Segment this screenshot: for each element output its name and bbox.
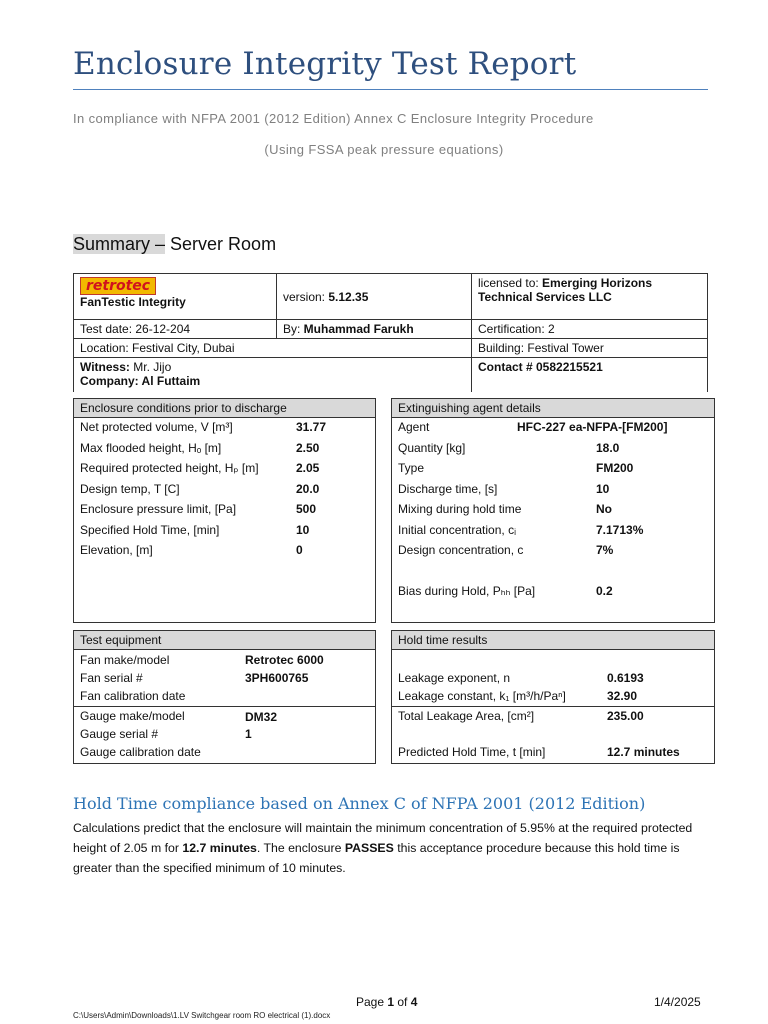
product-name: FanTestic Integrity <box>80 295 186 309</box>
results-value: 235.00 <box>607 709 644 723</box>
agent-row: Mixing during hold time <box>398 502 522 516</box>
footer-date: 1/4/2025 <box>654 995 701 1009</box>
page-prefix: Page <box>356 995 388 1009</box>
results-heading: Hold time results <box>392 631 714 650</box>
certification: Certification: 2 <box>472 320 708 339</box>
agent-value: 0.2 <box>596 584 613 598</box>
compliance-paragraph <box>73 818 713 878</box>
building: Building: Festival Tower <box>472 339 708 358</box>
report-title: Enclosure Integrity Test Report <box>73 46 577 82</box>
footer-file-path: C:\Users\Admin\Downloads\1.LV Switchgear room RO electrical (1).docx <box>73 1011 331 1020</box>
equipment-row: Fan serial # <box>80 671 143 685</box>
enclosure-value: 31.77 <box>296 420 327 434</box>
results-row: Leakage exponent, n <box>398 671 511 685</box>
agent-value: No <box>596 502 612 516</box>
version-cell <box>277 274 472 320</box>
contact: Contact # 0582215521 <box>478 360 603 374</box>
equipment-heading: Test equipment <box>74 631 375 650</box>
equipment-row: Gauge serial # <box>80 727 159 741</box>
agent-value: 7.1713% <box>596 523 644 537</box>
agent-details-box <box>391 398 715 623</box>
test-equipment-box <box>73 630 376 764</box>
enclosure-value: 10 <box>296 523 310 537</box>
page-number <box>356 995 417 1009</box>
enclosure-row: Elevation, [m] <box>80 543 153 557</box>
agent-row: Agent <box>398 420 430 434</box>
test-date: Test date: 26-12-204 <box>74 320 277 339</box>
enclosure-value: 2.05 <box>296 461 320 475</box>
by-value: Muhammad Farukh <box>303 322 414 336</box>
equipment-value: DM32 <box>245 710 278 724</box>
summary-heading <box>73 234 276 255</box>
by-cell <box>277 320 472 339</box>
equipment-value: 3PH600765 <box>245 671 309 685</box>
equipment-row: Gauge calibration date <box>80 745 201 759</box>
agent-value: 7% <box>596 543 614 557</box>
logo-cell <box>74 274 277 320</box>
compliance-hold-time: 12.7 minutes <box>182 841 257 855</box>
enclosure-value: 0 <box>296 543 303 557</box>
version-label: version: <box>283 289 329 304</box>
header-table <box>73 273 708 392</box>
agent-value: 18.0 <box>596 441 620 455</box>
equipment-row: Fan make/model <box>80 653 170 667</box>
agent-heading: Extinguishing agent details <box>392 399 714 418</box>
by-label: By: <box>283 322 304 336</box>
page-total: 4 <box>410 995 418 1009</box>
enclosure-conditions-box <box>73 398 376 623</box>
title-rule <box>73 89 708 90</box>
agent-row: Quantity [kg] <box>398 441 466 455</box>
equipment-value: Retrotec 6000 <box>245 653 324 667</box>
agent-row: Type <box>398 461 425 475</box>
results-row: Leakage constant, k₁ [m³/h/Paⁿ] <box>398 689 566 703</box>
enclosure-heading: Enclosure conditions prior to discharge <box>74 399 375 418</box>
equipment-value: 1 <box>245 727 252 741</box>
results-row: Predicted Hold Time, t [min] <box>398 745 546 759</box>
results-value: 32.90 <box>607 689 638 703</box>
compliance-heading: Hold Time compliance based on Annex C of NFPA 2001 (2012 Edition) <box>73 794 646 813</box>
results-divider <box>392 706 714 707</box>
licensed-label: licensed to: <box>478 276 543 290</box>
licensed-to-1: Emerging Horizons <box>542 276 653 290</box>
enclosure-row: Specified Hold Time, [min] <box>80 523 220 537</box>
licensed-to-2: Technical Services LLC <box>478 290 612 304</box>
subtitle-compliance: In compliance with NFPA 2001 (2012 Edition) Annex C Enclosure Integrity Procedure <box>73 111 594 126</box>
subtitle-equations: (Using FSSA peak pressure equations) <box>264 142 504 157</box>
page-current: 1 <box>387 995 395 1009</box>
enclosure-row: Design temp, T [C] <box>80 482 180 496</box>
compliance-text-3: this acceptance procedure because this hold time is greater than the specified minimum of 10 minutes. <box>73 841 680 875</box>
enclosure-value: 20.0 <box>296 482 320 496</box>
witness-cell <box>74 358 472 392</box>
contact-cell <box>472 358 708 392</box>
company: Company: Al Futtaim <box>80 374 201 388</box>
page-mid: of <box>394 995 411 1009</box>
agent-row: Design concentration, c <box>398 543 524 557</box>
witness-value: Mr. Jijo <box>129 360 172 374</box>
retrotec-logo: retrotec <box>80 277 156 295</box>
equipment-row: Fan calibration date <box>80 689 186 703</box>
enclosure-value: 500 <box>296 502 317 516</box>
results-value: 0.6193 <box>607 671 644 685</box>
summary-label: Summary – <box>73 234 166 254</box>
compliance-text-1: Calculations predict that the enclosure will maintain the minimum concentration of 5.95% at the required protected height of 2.05 m for <box>73 821 693 855</box>
summary-room: Server Room <box>165 234 277 254</box>
version-value: 5.12.35 <box>328 289 369 304</box>
agent-value: 10 <box>596 482 610 496</box>
hold-time-results-box <box>391 630 715 764</box>
agent-row: Discharge time, [s] <box>398 482 498 496</box>
location: Location: Festival City, Dubai <box>74 339 472 358</box>
enclosure-row: Net protected volume, V [m³] <box>80 420 233 434</box>
agent-row: Initial concentration, cᵢ <box>398 523 516 537</box>
enclosure-row: Max flooded height, Hₒ [m] <box>80 441 222 455</box>
agent-row: Bias during Hold, Pₕₕ [Pa] <box>398 584 536 598</box>
compliance-text-2: . The enclosure <box>256 841 345 855</box>
agent-value: FM200 <box>596 461 634 475</box>
results-value: 12.7 minutes <box>607 745 680 759</box>
results-row: Total Leakage Area, [cm²] <box>398 709 535 723</box>
compliance-result: PASSES <box>344 841 394 855</box>
agent-value: HFC-227 ea-NFPA-[FM200] <box>517 420 668 434</box>
enclosure-value: 2.50 <box>296 441 320 455</box>
enclosure-row: Required protected height, Hₚ [m] <box>80 461 259 475</box>
witness-label: Witness: <box>80 360 130 374</box>
equipment-divider <box>74 706 375 707</box>
equipment-row: Gauge make/model <box>80 709 185 723</box>
enclosure-row: Enclosure pressure limit, [Pa] <box>80 502 237 516</box>
license-cell <box>472 274 708 320</box>
